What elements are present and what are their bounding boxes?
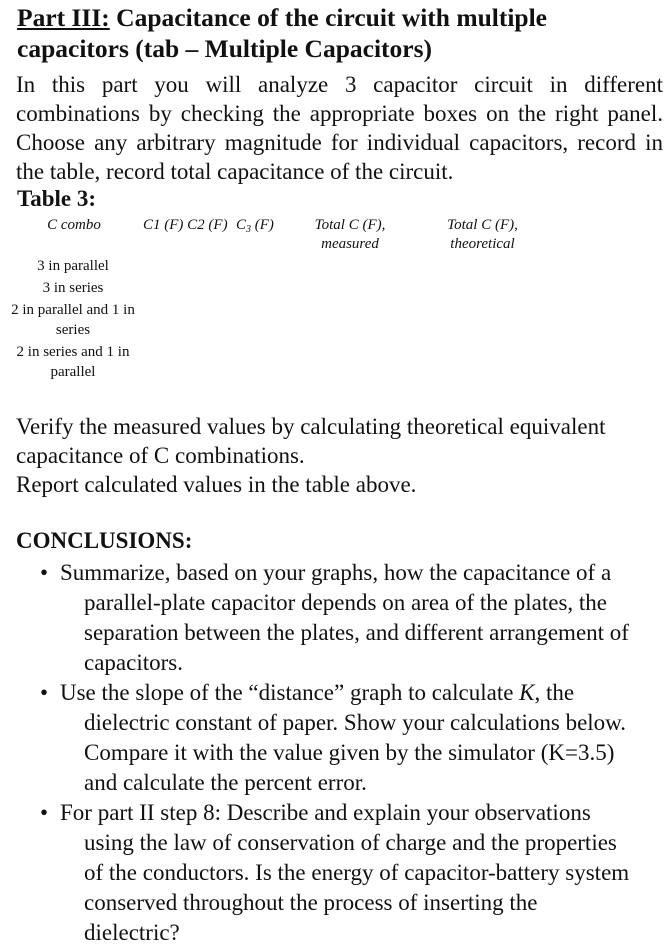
header-theoretical-line2: theoretical [450,236,515,252]
bullet3-line: dielectric? [84,920,180,945]
table-row [0,256,146,276]
bullet1-line: separation between the plates, and different arrangement of [84,620,629,645]
bullet2-post: , the [534,680,575,705]
table-row [0,300,146,340]
header-c3-suffix: (F) [251,217,274,233]
bullet2-line: Compare it with the value given by the simulator (K=3.5) [84,740,615,765]
header-theoretical-line1: Total C (F), [447,217,518,233]
header-c3 [236,216,274,236]
header-measured-line2: measured [321,236,379,252]
bullet3-line: of the conductors. Is the energy of capacitor-battery system [84,860,630,885]
title-rest: Capacitance of the circuit with multiple [109,3,548,32]
list-item [40,678,665,798]
title-line-2: capacitors (tab – Multiple Capacitors) [17,34,433,63]
verify-line3: Report calculated values in the table above. [16,472,417,497]
bullet2-line: and calculate the percent error. [84,770,367,795]
header-c1-c2: C1 (F) C2 (F) [143,217,228,233]
verify-line1: Verify the measured values by calculating theoretical equivalent [16,414,606,439]
bullet2-k: K [519,680,535,705]
bullet2-line: dielectric constant of paper. Show your calculations below. [84,710,627,735]
part-label: Part III: [17,3,110,32]
list-item [40,558,665,678]
row-label-cont: parallel [50,364,96,380]
list-item [40,798,665,948]
verify-paragraph [16,412,663,499]
bullet1-line: parallel-plate capacitor depends on area of the plates, the [84,590,607,615]
verify-line2: capacitance of C combinations. [16,443,305,468]
row-label: 3 in series [42,280,104,296]
bullet-icon: • [40,680,49,705]
table-row [0,278,146,298]
bullet3-line: conserved throughout the process of inserting the [84,890,538,915]
row-label: 2 in series and 1 in [16,344,130,360]
row-label-cont: series [55,322,91,338]
header-measured-line1: Total C (F), [314,217,386,233]
bullet3-line: For part II step 8: Describe and explain your observations [60,800,591,825]
table-title: Table 3: [17,186,97,211]
row-label: 3 in parallel [37,258,109,274]
header-c-combo: C combo [47,217,101,233]
table-row [0,342,146,382]
bullet1-line: Summarize, based on your graphs, how the capacitance of a [60,560,612,585]
header-c3-sub: 3 [246,224,252,235]
page-title [17,2,667,64]
header-total-measured [295,216,405,254]
bullet2-line [60,680,574,705]
bullet-icon: • [40,560,49,585]
row-label: 2 in parallel and 1 in [11,302,135,318]
bullet-icon: • [40,800,49,825]
header-total-theoretical [425,216,540,254]
bullet3-line: using the law of conservation of charge and the properties [84,830,617,855]
header-c3-prefix: C [236,217,247,233]
conclusions-title: CONCLUSIONS: [16,528,193,553]
intro-paragraph: In this part you will analyze 3 capacitor circuit in different combinations by checking the appropriate boxes on the right panel. Choose any arbitrary magnitude for individual capacitors, record in the table, record total capacitance of the circuit. [16,72,663,184]
bullet2-pre: Use the slope of the “distance” graph to calculate [60,680,520,705]
bullet1-line: capacitors. [84,650,183,675]
